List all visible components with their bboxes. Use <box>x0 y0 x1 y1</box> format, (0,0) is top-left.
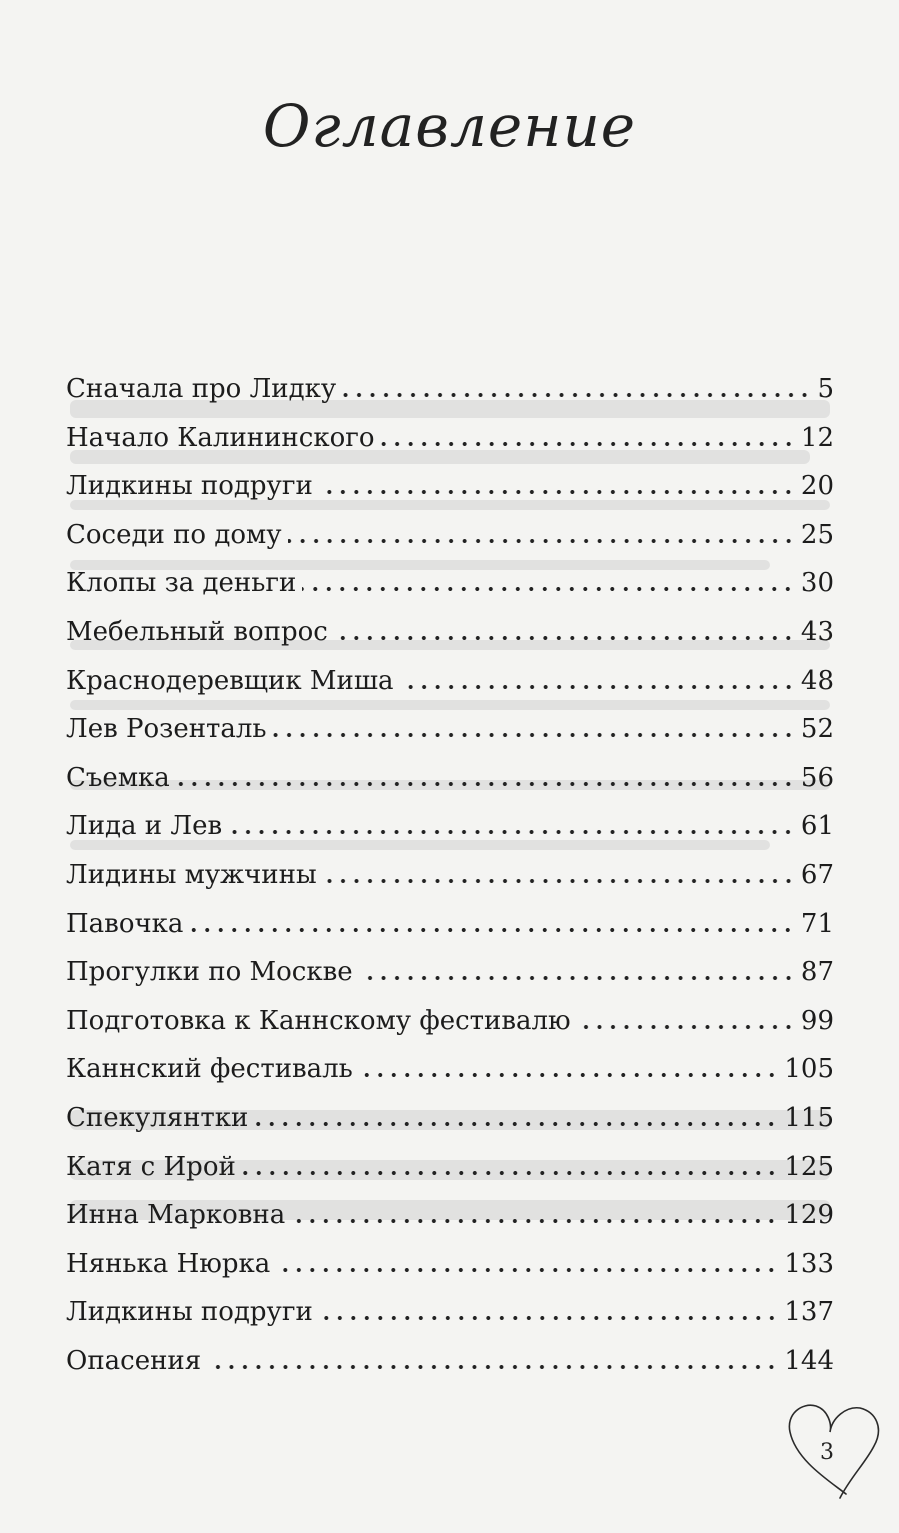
toc-entry <box>66 1337 834 1386</box>
toc-entry <box>66 1143 834 1192</box>
dot-leader <box>228 810 795 836</box>
toc-entry-page: 48 <box>800 665 834 696</box>
toc-entry-title: Лида и Лев <box>66 811 223 842</box>
dot-leader <box>276 1248 778 1274</box>
dot-leader <box>189 908 795 934</box>
toc-entry-page: 67 <box>800 859 834 890</box>
toc-entry-title: Нянька Нюрка <box>66 1248 271 1279</box>
toc-entry <box>66 511 834 560</box>
toc-entry-page: 133 <box>784 1248 834 1279</box>
toc-entry-title: Опасения <box>66 1345 202 1376</box>
dot-leader <box>381 422 795 448</box>
heart-icon <box>788 1394 888 1504</box>
toc-entry-page: 52 <box>800 714 834 745</box>
toc-entry <box>66 851 834 900</box>
toc-entry-page: 71 <box>800 908 834 939</box>
toc-entry-page: 5 <box>817 374 834 404</box>
toc-entry-title: Краснодеревщик Миша <box>66 665 394 696</box>
dot-leader <box>319 470 795 496</box>
toc-entry-page: 144 <box>784 1345 834 1376</box>
toc-entry-title: Соседи по дому <box>66 519 282 550</box>
toc-entry-page: 20 <box>800 471 834 502</box>
toc-entry-page: 25 <box>800 519 834 550</box>
dot-leader <box>176 762 795 788</box>
toc-entry-page: 12 <box>800 422 834 453</box>
toc-entry-page: 61 <box>800 811 834 842</box>
toc-entry <box>66 754 834 803</box>
dot-leader <box>254 1102 778 1128</box>
dot-leader <box>577 1005 795 1031</box>
toc-entry <box>66 1240 834 1289</box>
toc-entry <box>66 365 834 414</box>
toc-entry-title: Клопы за деньги <box>66 568 297 599</box>
dot-leader <box>342 373 811 399</box>
toc-entry <box>66 900 834 949</box>
dot-leader <box>359 956 795 982</box>
toc-entry <box>66 1191 834 1240</box>
toc-entry-title: Катя с Ирой <box>66 1151 236 1182</box>
page-title: Оглавление <box>262 92 637 160</box>
toc-entry-page: 125 <box>784 1151 834 1182</box>
toc-entry-page: 43 <box>800 616 834 647</box>
toc-entry-title: Лев Розенталь <box>66 714 267 745</box>
toc-entry-page: 56 <box>800 762 834 793</box>
toc-entry <box>66 462 834 511</box>
toc-entry-page: 115 <box>784 1102 834 1133</box>
toc-entry-title: Мебельный вопрос <box>66 616 328 647</box>
toc-entry-title: Каннский фестиваль <box>66 1054 353 1085</box>
toc-entry-title: Инна Марковна <box>66 1200 286 1231</box>
toc-entry-title: Съемка <box>66 762 170 793</box>
toc-entry-page: 137 <box>784 1297 834 1328</box>
toc-entry <box>66 997 834 1046</box>
toc-entry-title: Подготовка к Каннскому фестивалю <box>66 1005 571 1036</box>
toc-entry-page: 129 <box>784 1200 834 1231</box>
toc-entry-title: Сначала про Лидку <box>66 374 337 404</box>
dot-leader <box>288 519 795 545</box>
toc-entry <box>66 414 834 463</box>
toc-entry <box>66 559 834 608</box>
page-number: 3 <box>820 1440 834 1465</box>
toc-entry <box>66 657 834 706</box>
toc-entry-title: Прогулки по Москве <box>66 957 353 988</box>
toc-entry-page: 105 <box>784 1054 834 1085</box>
toc-entry <box>66 802 834 851</box>
toc-entry-title: Павочка <box>66 908 184 939</box>
toc-entry-title: Спекулянтки <box>66 1102 249 1133</box>
toc-entry-page: 99 <box>800 1005 834 1036</box>
toc-entry-page: 87 <box>800 957 834 988</box>
toc-entry-title: Лидкины подруги <box>66 471 313 502</box>
toc-entry <box>66 948 834 997</box>
toc-entry-title: Лидины мужчины <box>66 859 317 890</box>
dot-leader <box>291 1199 778 1225</box>
toc-entry-title: Лидкины подруги <box>66 1297 313 1328</box>
dot-leader <box>319 1296 779 1322</box>
dot-leader <box>207 1345 778 1371</box>
dot-leader <box>302 567 795 593</box>
table-of-contents <box>66 365 834 1385</box>
toc-entry-title: Начало Калининского <box>66 422 375 453</box>
toc-entry <box>66 608 834 657</box>
dot-leader <box>273 713 795 739</box>
dot-leader <box>242 1151 779 1177</box>
dot-leader <box>323 859 795 885</box>
dot-leader <box>359 1053 779 1079</box>
dot-leader <box>334 616 795 642</box>
page-number-ornament <box>788 1394 888 1504</box>
toc-entry <box>66 1288 834 1337</box>
toc-entry <box>66 1045 834 1094</box>
toc-entry-page: 30 <box>800 568 834 599</box>
toc-entry <box>66 705 834 754</box>
toc-entry <box>66 1094 834 1143</box>
dot-leader <box>400 665 795 691</box>
